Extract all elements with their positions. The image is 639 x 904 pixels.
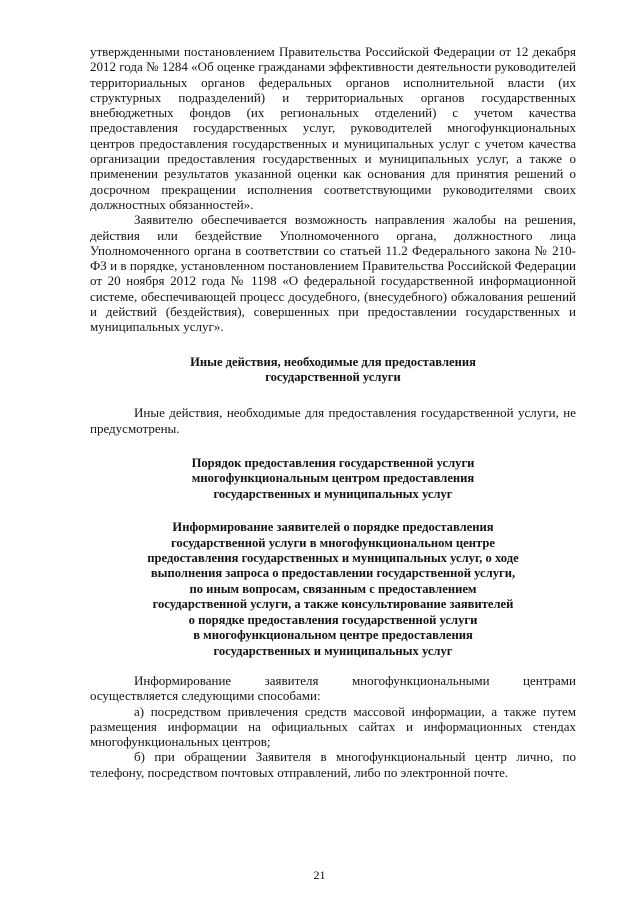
paragraph-2: Заявителю обеспечивается возможность направления жалобы на решения, действия или бездействие Уполномоченного органа, должностного лица Уполномоченного органа в соответствии со статьей 11.2 Федерального закона № 210-ФЗ и в порядке, установленном постановлением Правительства Российской Федерации от 20 ноября 2012 года № 1198 «О федеральной государственной информационной системе, обеспечивающей процесс досудебного, (внесудебного) обжалования решений и действий (бездействия), совершенных при предоставлении государственных и муниципальных услуг».: [90, 212, 576, 335]
page-body: [90, 44, 576, 780]
heading-line: Информирование заявителей о порядке предоставления: [172, 520, 494, 535]
heading-line: государственной услуги: [265, 370, 401, 385]
heading-mfc-procedure: [90, 456, 576, 502]
heading-line: в многофункциональном центре предоставления: [193, 628, 473, 643]
heading-line: Порядок предоставления государственной услуги: [191, 456, 475, 471]
heading-line: государственной услуги, а также консультирование заявителей: [152, 597, 514, 612]
heading-informing-applicants: [90, 520, 576, 659]
heading-line: предоставления государственных и муниципальных услуг, о ходе: [147, 551, 519, 566]
heading-other-actions: [90, 355, 576, 386]
paragraph-5: а) посредством привлечения средств массовой информации, а также путем размещения информации на официальных сайтах и информационных стендах многофункциональных центров;: [90, 703, 576, 750]
heading-line: Иные действия, необходимые для предоставления: [190, 354, 476, 369]
heading-line: государственной услуги в многофункциональном центре: [171, 535, 495, 550]
paragraph-3: Иные действия, необходимые для предоставления государственной услуги, не предусмотрены.: [90, 405, 576, 436]
paragraph-1: утвержденными постановлением Правительства Российской Федерации от 12 декабря 2012 года № 1284 «Об оценке гражданами эффективности деятельности руководителей территориальных органов федеральных органов исполнительной власти (их структурных подразделений) и территориальных органов государственных внебюджетных фондов (их региональных отделений) с учетом качества предоставления государственных услуг, руководителей многофункциональных центров предоставления государственных и муниципальных услуг с учетом качества организации предоставления государственных и муниципальных услуг, а также о применении результатов указанной оценки как основания для принятия решений о досрочном прекращении исполнения соответствующими руководителями своих должностных обязанностей».: [90, 44, 576, 212]
heading-line: многофункциональным центром предоставления: [191, 471, 475, 486]
paragraph-6: б) при обращении Заявителя в многофункциональный центр лично, по телефону, посредством почтовых отправлений, либо по электронной почте.: [90, 749, 576, 780]
heading-line: государственных и муниципальных услуг: [213, 643, 453, 658]
heading-line: о порядке предоставления государственной услуги: [188, 612, 478, 627]
page-number: 21: [313, 868, 326, 882]
heading-line: по иным вопросам, связанным с предоставлением: [189, 581, 477, 596]
paragraph-4: Информирование заявителя многофункциональными центрами осуществляется следующими способами:: [90, 672, 576, 704]
heading-line: государственных и муниципальных услуг: [213, 486, 453, 501]
heading-line: выполнения запроса о предоставлении государственной услуги,: [150, 566, 516, 581]
